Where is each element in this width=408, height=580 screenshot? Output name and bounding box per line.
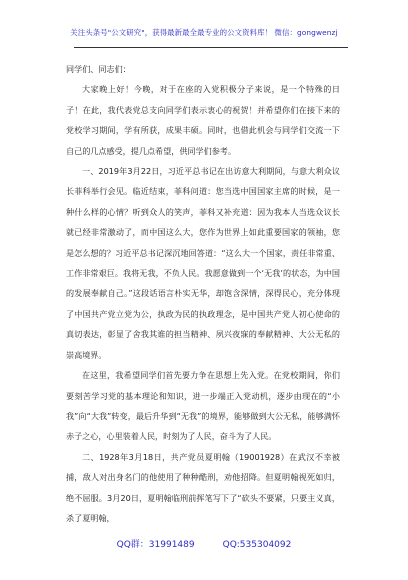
header-divider xyxy=(74,47,348,48)
paragraph-section-one: 一、2019年3月22日，习近平总书记在出访意大利期间，与意大利众议长菲科举行会见。临近结束，菲科问道：您当选中国国家主席的时候，是一种什么样的心情？听到众人的笑声，菲科又补充道：因为我本人当选众议长就已经非常激动了，而中国这么大，您作为世界上如此重要国家的领袖，您是怎么想的？习近平总书记深沉地回答道：“这么大一个国家，责任非常重、工作非常艰巨。我将无我，不负人民。我愿意做到一个‘无我’的状态，为中国的发展奉献自己。”这段话语言朴实无华，却饱含深情，深得民心，充分体现了中国共产党立党为公，执政为民的执政理念，是中国共产党人初心使命的真切表达，彰显了舍我其谁的担当精神、夙兴夜寐的奉献精神、大公无私的崇高境界。 xyxy=(66,166,340,360)
paragraph-opening: 大家晚上好！今晚，对于在座的入党积极分子来说，是一个特殊的日子！在此，我代表党总支向同学们表示衷心的祝贺！并希望你们在接下来的党校学习期间，学有所获，成果丰硕。同时，也借此机会与同学们交流一下自己的几点感受，提几点希望，供同学们参考。 xyxy=(66,84,340,156)
header-promo-text: 关注头条号"公文研究"，获得最新最全最专业的公文资料库！ 微信：gongwenzj xyxy=(70,28,338,37)
paragraph-hope-one: 在这里，我希望同学们首先要力争在思想上先入党。在党校期间，你们要刻苦学习党的基本理论和知识，进一步端正入党动机，逐步由现在的“小我”向“大我”转变，最后升华到“无我”的境界，能够做到大公无私，能够满怀赤子之心，心里装着人民，时刻为了人民，奋斗为了人民。 xyxy=(66,370,340,442)
document-body xyxy=(66,59,340,528)
footer-qq: QQ:535304092 xyxy=(222,540,292,550)
footer-contact xyxy=(0,537,408,550)
footer-qq-group: QQ群：31991489 xyxy=(116,540,195,550)
paragraph-section-two: 二、1928年3月18日，共产党员夏明翰（19001928）在武汉不幸被捕，敌人对出身名门的他使用了种种酷刑，劝他招降。但夏明翰视死如归，绝不屈服。3月20日，夏明翰临刑前挥笔写下了“砍头不要紧，只要主义真，杀了夏明翰， xyxy=(66,451,340,523)
salutation: 同学们、同志们： xyxy=(66,64,131,74)
